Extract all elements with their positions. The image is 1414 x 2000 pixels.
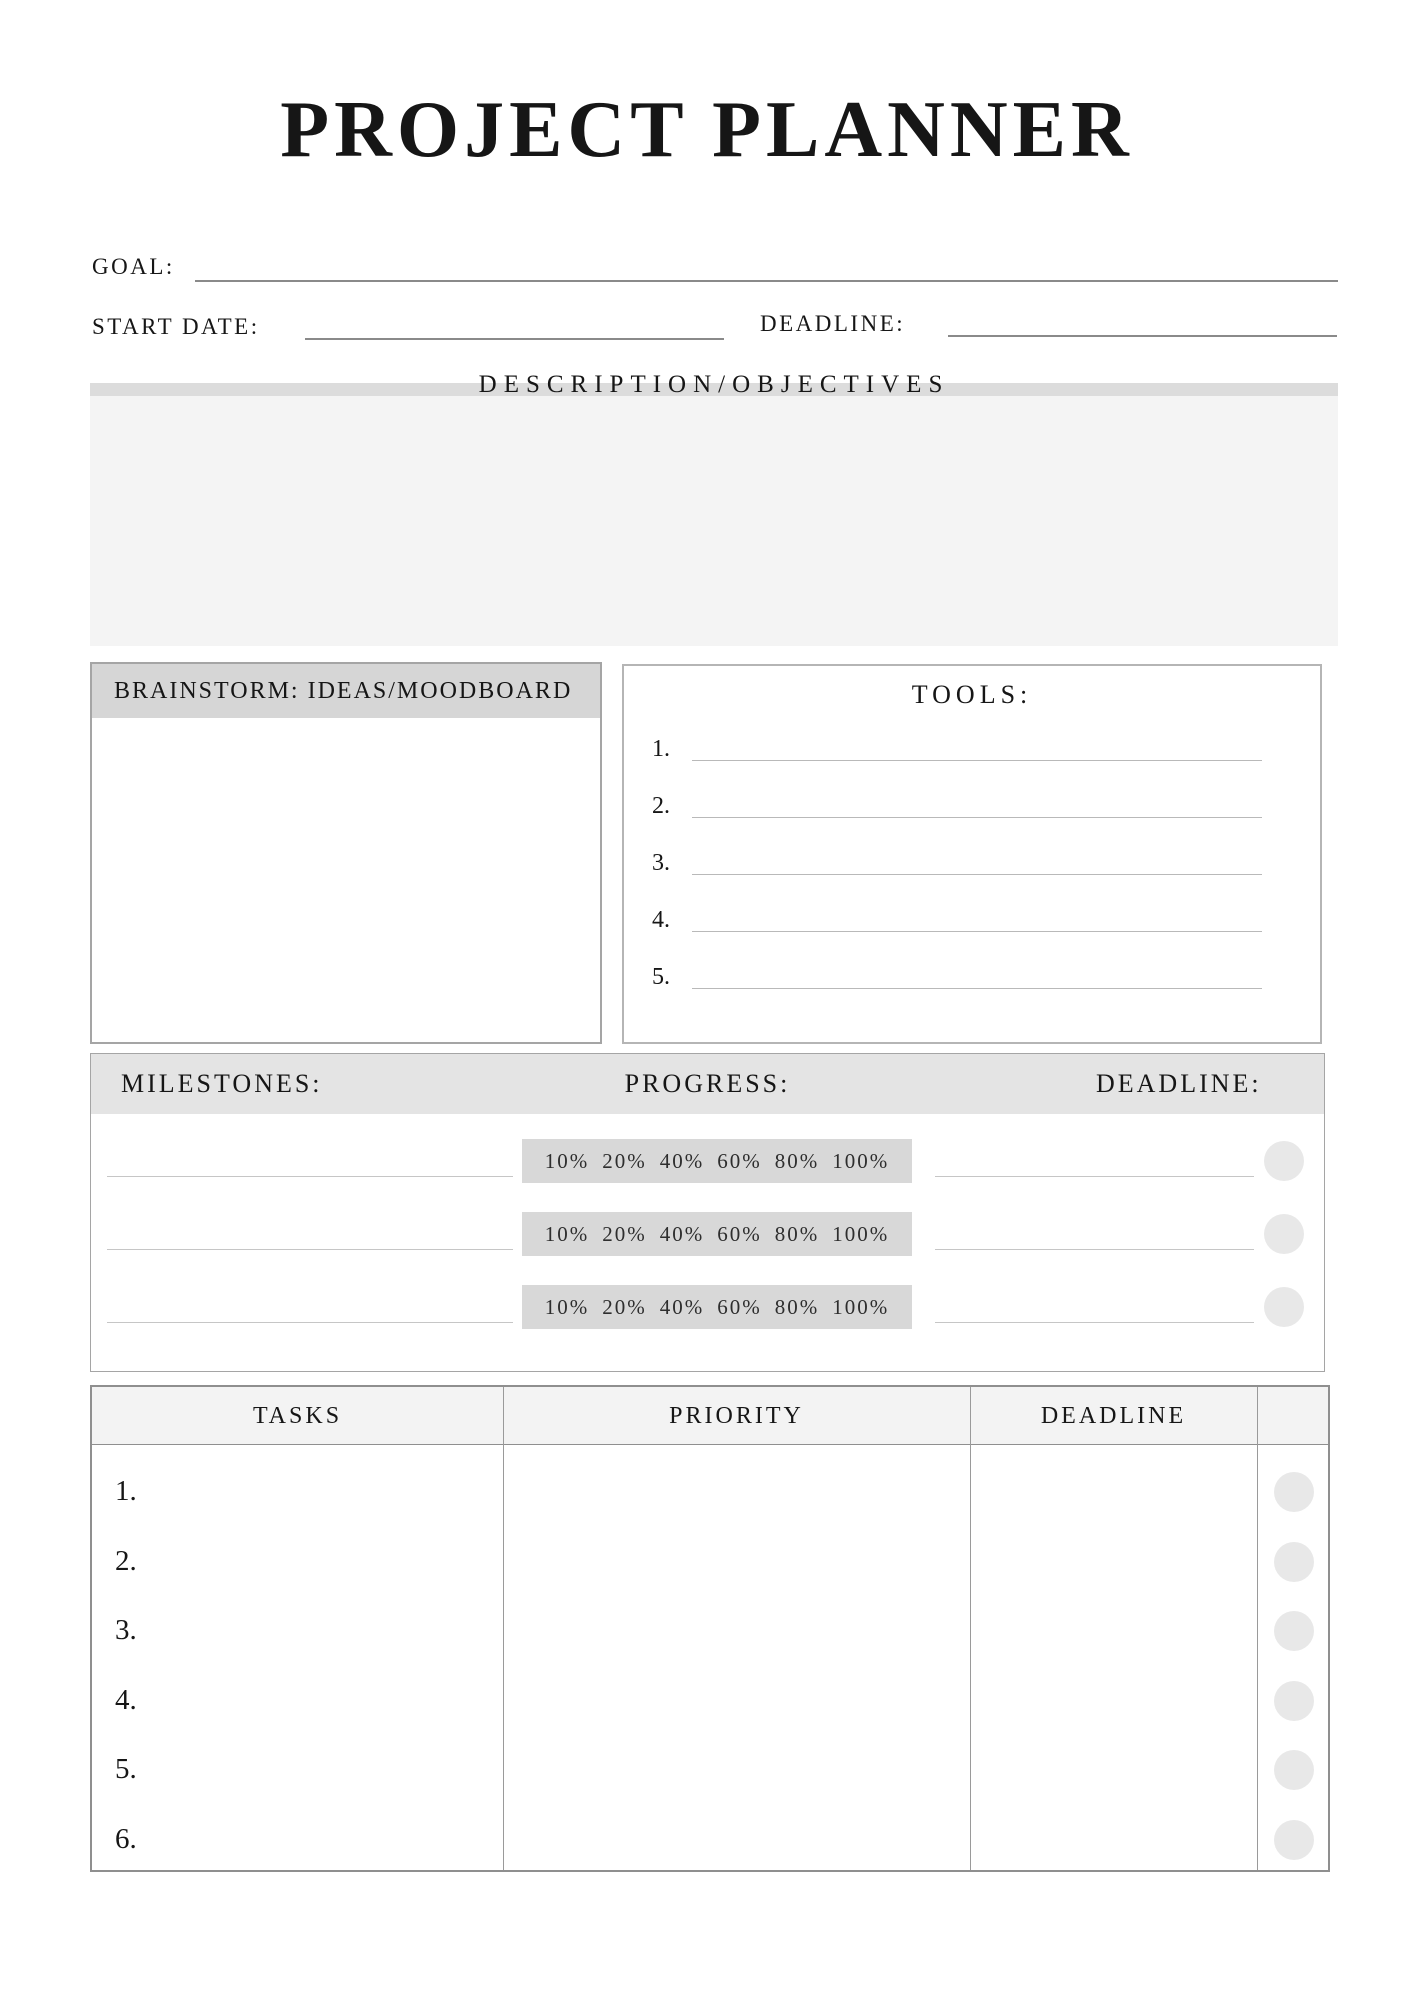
brainstorm-box	[90, 662, 602, 1044]
task-check-circle[interactable]	[1274, 1820, 1314, 1860]
tool-item-row	[652, 957, 1262, 989]
milestone-deadline-line[interactable]	[935, 1322, 1254, 1323]
milestone-deadline-line[interactable]	[935, 1176, 1254, 1177]
brainstorm-header	[92, 664, 600, 718]
task-check-circle[interactable]	[1274, 1611, 1314, 1651]
milestone-row	[91, 1212, 1324, 1256]
tool-item-number: 5.	[652, 964, 670, 990]
progress-option[interactable]: 10%	[544, 1294, 590, 1319]
brainstorm-header-label: BRAINSTORM: IDEAS/MOODBOARD	[114, 677, 573, 704]
milestone-row	[91, 1139, 1324, 1183]
milestones-header-bar	[91, 1054, 1324, 1114]
progress-option[interactable]: 40%	[659, 1148, 705, 1173]
description-header-label: DESCRIPTION/OBJECTIVES	[478, 371, 950, 398]
tool-item-number: 3.	[652, 850, 670, 876]
tools-header-label: TOOLS:	[911, 680, 1033, 709]
tool-item-number: 4.	[652, 907, 670, 933]
progress-option[interactable]: 60%	[717, 1221, 762, 1246]
tool-field-line[interactable]	[692, 760, 1262, 761]
column-divider	[1257, 1387, 1258, 1870]
progress-option[interactable]: 20%	[602, 1294, 647, 1319]
progress-option[interactable]: 60%	[717, 1294, 762, 1319]
progress-option[interactable]: 80%	[774, 1221, 820, 1246]
progress-option[interactable]: 100%	[832, 1221, 890, 1246]
tool-item-number: 2.	[652, 793, 670, 819]
goal-label: GOAL:	[92, 254, 175, 279]
priority-column-header: PRIORITY	[669, 1403, 804, 1429]
brainstorm-writing-area[interactable]	[92, 718, 600, 1042]
progress-option[interactable]: 80%	[774, 1148, 820, 1173]
milestone-name-line[interactable]	[107, 1249, 513, 1250]
task-check-circle[interactable]	[1274, 1472, 1314, 1512]
start-date-label: START DATE:	[92, 314, 260, 339]
tool-item-row	[652, 900, 1262, 932]
progress-option[interactable]: 20%	[602, 1221, 647, 1246]
tool-item-row	[652, 843, 1262, 875]
tool-field-line[interactable]	[692, 988, 1262, 989]
tasks-table-header	[92, 1387, 1328, 1445]
milestone-check-circle[interactable]	[1264, 1214, 1304, 1254]
task-check-circle[interactable]	[1274, 1750, 1314, 1790]
tool-field-line[interactable]	[692, 874, 1262, 875]
tool-item-row	[652, 729, 1262, 761]
task-number: 2.	[115, 1545, 137, 1577]
progress-scale	[522, 1285, 912, 1329]
milestone-check-circle[interactable]	[1264, 1141, 1304, 1181]
deadline-column-header: DEADLINE	[1040, 1403, 1187, 1429]
milestone-name-line[interactable]	[107, 1176, 513, 1177]
tool-field-line[interactable]	[692, 817, 1262, 818]
progress-option[interactable]: 100%	[832, 1294, 890, 1319]
milestone-deadline-line[interactable]	[935, 1249, 1254, 1250]
column-divider	[503, 1387, 504, 1870]
progress-scale	[522, 1139, 912, 1183]
task-check-circle[interactable]	[1274, 1542, 1314, 1582]
deadline-column-label: DEADLINE:	[1096, 1069, 1262, 1098]
progress-column-label: PROGRESS:	[624, 1069, 791, 1098]
column-divider	[970, 1387, 971, 1870]
progress-option[interactable]: 80%	[774, 1294, 820, 1319]
tasks-column-header: TASKS	[252, 1403, 343, 1429]
task-number: 1.	[115, 1475, 137, 1507]
task-number: 3.	[115, 1614, 137, 1646]
deadline-field-line[interactable]	[948, 306, 1337, 337]
progress-option[interactable]: 10%	[544, 1221, 590, 1246]
task-check-circle[interactable]	[1274, 1681, 1314, 1721]
task-number: 6.	[115, 1823, 137, 1855]
progress-option[interactable]: 40%	[659, 1294, 705, 1319]
deadline-label: DEADLINE:	[760, 311, 906, 336]
tasks-table	[90, 1385, 1330, 1872]
page-title: PROJECT PLANNER	[280, 86, 1134, 174]
progress-scale	[522, 1212, 912, 1256]
tools-box	[622, 664, 1322, 1044]
description-writing-area[interactable]	[90, 396, 1338, 646]
milestones-section	[90, 1053, 1325, 1372]
milestone-check-circle[interactable]	[1264, 1287, 1304, 1327]
milestone-row	[91, 1285, 1324, 1329]
progress-option[interactable]: 20%	[602, 1148, 647, 1173]
progress-option[interactable]: 10%	[544, 1148, 590, 1173]
milestones-column-label: MILESTONES:	[121, 1069, 323, 1098]
goal-field-line[interactable]	[195, 250, 1338, 282]
progress-option[interactable]: 100%	[832, 1148, 890, 1173]
task-number: 5.	[115, 1753, 137, 1785]
tool-item-row	[652, 786, 1262, 818]
task-number: 4.	[115, 1684, 137, 1716]
progress-option[interactable]: 40%	[659, 1221, 705, 1246]
start-date-field-line[interactable]	[305, 309, 724, 340]
progress-option[interactable]: 60%	[717, 1148, 762, 1173]
tool-field-line[interactable]	[692, 931, 1262, 932]
milestone-name-line[interactable]	[107, 1322, 513, 1323]
tool-item-number: 1.	[652, 736, 670, 762]
